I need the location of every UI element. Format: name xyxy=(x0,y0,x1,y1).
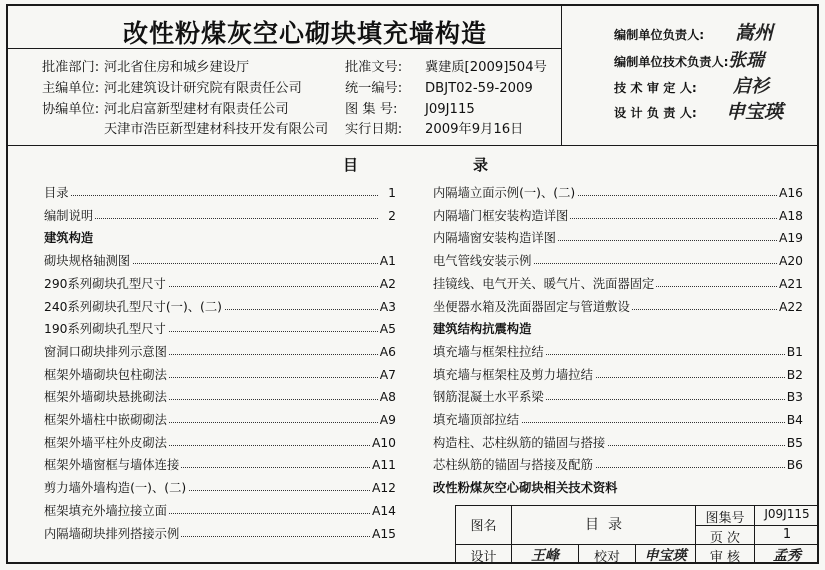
doc-number xyxy=(345,56,547,75)
toc-entry-page: A9 xyxy=(378,410,396,430)
effective-date-value: 2009年9月16日 xyxy=(425,122,524,137)
review-label: 审 核 xyxy=(709,550,741,565)
toc-entry[interactable] xyxy=(44,319,396,339)
toc-entry-page: A2 xyxy=(378,274,396,294)
toc-entry-title: 窗洞口砌块排列示意图 xyxy=(44,342,169,362)
effective-date xyxy=(345,118,523,137)
figure-name-label: 图名 xyxy=(470,519,497,534)
toc-entry[interactable] xyxy=(44,274,396,294)
toc-entry[interactable] xyxy=(44,410,396,430)
unit-head-signature: 嵩州 xyxy=(735,22,774,44)
toc-entry-page: A5 xyxy=(378,319,396,339)
toc-entry-page: A10 xyxy=(370,433,396,453)
toc-leader-dots xyxy=(44,195,378,196)
check-label: 校对 xyxy=(593,550,620,565)
co-unit-value-1: 河北启富新型建材有限责任公司 xyxy=(104,102,289,117)
toc-entry-title: 剪力墙外墙构造(一)、(二) xyxy=(44,478,188,498)
toc-entry[interactable] xyxy=(433,433,803,453)
toc-entry-title: 240系列砌块孔型尺寸(一)、(二) xyxy=(44,297,224,317)
toc-entry[interactable] xyxy=(433,342,803,362)
toc-entry-title: 坐便器水箱及洗面器固定与管道敷设 xyxy=(433,297,632,317)
toc-entry-page: A15 xyxy=(370,524,396,544)
toc-entry-title: 内隔墙砌块排列搭接示例 xyxy=(44,524,181,544)
effective-date-label: 实行日期: xyxy=(345,122,403,137)
toc-heading-left: 目 xyxy=(343,156,359,174)
toc-entry-page: B3 xyxy=(785,387,803,407)
toc-entry-page: A3 xyxy=(378,297,396,317)
unit-head-row xyxy=(614,26,716,43)
toc-entry[interactable] xyxy=(433,455,803,475)
toc-heading-right: 录 xyxy=(473,156,489,174)
toc-entry-title: 290系列砌块孔型尺寸 xyxy=(44,274,168,294)
toc-entry[interactable] xyxy=(44,183,396,203)
toc-entry-title: 内隔墙立面示例(一)、(二) xyxy=(433,183,577,203)
doc-number-label: 批准文号: xyxy=(345,60,403,75)
toc-entry[interactable] xyxy=(44,478,396,498)
toc-entry-title: 填充墙顶部拉结 xyxy=(433,410,521,430)
unified-number-label: 统一编号: xyxy=(345,81,403,96)
toc-entry-page: A22 xyxy=(777,297,803,317)
toc-entry[interactable] xyxy=(433,365,803,385)
page-title: 改性粉煤灰空心砌块填充墙构造 xyxy=(122,19,487,48)
toc-entry-title: 芯柱纵筋的锚固与搭接及配筋 xyxy=(433,455,595,475)
approval-dept-value: 河北省住房和城乡建设厅 xyxy=(104,60,250,75)
toc-entry-title: 构造柱、芯柱纵筋的锚固与搭接 xyxy=(433,433,607,453)
toc-entry-page: 2 xyxy=(386,206,396,226)
toc-entry-page: A20 xyxy=(777,251,803,271)
designer-label: 设 计 负 责 人: xyxy=(614,106,697,120)
toc-entry[interactable] xyxy=(44,524,396,544)
toc-section-heading: 建筑结构抗震构造 xyxy=(433,322,532,336)
design-signature: 王峰 xyxy=(531,548,559,564)
toc-entry[interactable] xyxy=(44,501,396,521)
toc-entry-title: 编制说明 xyxy=(44,206,95,226)
co-unit xyxy=(42,98,289,117)
toc-entry-title: 框架外墙砌块悬挑砌法 xyxy=(44,387,169,407)
toc-entry-page: B5 xyxy=(785,433,803,453)
toc-section-heading: 改性粉煤灰空心砌块相关技术资料 xyxy=(433,481,618,495)
toc-entry-page: B4 xyxy=(785,410,803,430)
toc-entry-page: A1 xyxy=(378,251,396,271)
toc-entry-title: 钢筋混凝土水平系梁 xyxy=(433,387,546,407)
title-block-top xyxy=(455,505,819,506)
toc-entry-page: A21 xyxy=(777,274,803,294)
toc-entry[interactable] xyxy=(433,183,803,203)
toc-entry-title: 框架外墙柱中嵌砌砌法 xyxy=(44,410,169,430)
review-signature: 孟秀 xyxy=(773,548,801,564)
toc-entry-title: 内隔墙门框安装构造详图 xyxy=(433,206,570,226)
toc-entry[interactable] xyxy=(433,206,803,226)
toc-entry-page: A16 xyxy=(777,183,803,203)
unified-number xyxy=(345,77,533,96)
toc-entry-page: B6 xyxy=(785,455,803,475)
toc-entry-page: A12 xyxy=(370,478,396,498)
co-unit-label: 协编单位: xyxy=(42,102,100,117)
doc-number-value: 冀建质[2009]504号 xyxy=(425,60,547,75)
chief-unit-value: 河北建筑设计研究院有限责任公司 xyxy=(104,81,302,96)
check-signature: 申宝瑛 xyxy=(644,548,687,564)
toc-entry-title: 框架外墙砌块包柱砌法 xyxy=(44,365,169,385)
unit-head-label: 编制单位负责人: xyxy=(614,28,705,42)
page-value: 1 xyxy=(782,527,792,542)
toc-entry[interactable] xyxy=(44,206,396,226)
tech-head-label: 编制单位技术负责人: xyxy=(614,55,729,69)
toc-entry[interactable] xyxy=(44,297,396,317)
toc-entry[interactable] xyxy=(433,410,803,430)
toc-entry[interactable] xyxy=(44,455,396,475)
toc-entry-title: 电气管线安装示例 xyxy=(433,251,533,271)
approval-dept-label: 批准部门: xyxy=(42,60,100,75)
toc-entry-page: A6 xyxy=(378,342,396,362)
header-divider xyxy=(561,4,562,145)
tech-head-signature: 张瑞 xyxy=(728,50,764,71)
toc-entry-title: 目录 xyxy=(44,183,71,203)
reviewer-signature: 启衫 xyxy=(733,76,769,97)
toc-section-heading: 建筑构造 xyxy=(44,231,94,245)
toc-entry-title: 内隔墙窗安装构造详图 xyxy=(433,228,558,248)
toc-entry-title: 框架外墙窗框与墙体连接 xyxy=(44,455,181,475)
toc-entry[interactable] xyxy=(433,274,803,294)
atlas-number-value: J09J115 xyxy=(425,102,475,117)
toc-entry[interactable] xyxy=(44,342,396,362)
atlas-number-label: 图 集 号: xyxy=(345,102,398,117)
toc-entry-title: 填充墙与框架柱及剪力墙拉结 xyxy=(433,365,595,385)
chief-unit-label: 主编单位: xyxy=(42,81,100,96)
co-unit-value-2: 天津市浩臣新型建材科技开发有限公司 xyxy=(104,122,329,137)
toc-entry[interactable] xyxy=(433,387,803,407)
atlas-no-value: J09J115 xyxy=(764,507,810,521)
toc-entry[interactable] xyxy=(433,251,803,271)
toc-entry[interactable] xyxy=(433,297,803,317)
atlas-number xyxy=(345,98,475,117)
toc-entry-page: A8 xyxy=(378,387,396,407)
approval-dept xyxy=(42,56,249,75)
toc-entry-title: 填充墙与框架柱拉结 xyxy=(433,342,546,362)
toc-entry-title: 框架填充外墙拉接立面 xyxy=(44,501,169,521)
tech-head-row xyxy=(614,53,729,70)
toc-entry-title: 框架外墙平柱外皮砌法 xyxy=(44,433,169,453)
reviewer-row xyxy=(614,79,716,96)
toc-entry-page: A11 xyxy=(370,455,396,475)
toc-entry-title: 挂镜线、电气开关、暖气片、洗面器固定 xyxy=(433,274,656,294)
toc-entry-page: A14 xyxy=(370,501,396,521)
toc-entry-page: A18 xyxy=(777,206,803,226)
unified-number-value: DBJT02-59-2009 xyxy=(425,81,533,96)
reviewer-label: 技 术 审 定 人: xyxy=(614,81,697,95)
toc-entry-page: A7 xyxy=(378,365,396,385)
atlas-no-label: 图集号 xyxy=(705,511,745,526)
co-unit-second xyxy=(104,118,328,137)
toc-entry[interactable] xyxy=(44,433,396,453)
header-bottom-line xyxy=(6,145,819,146)
toc-entry-page: B1 xyxy=(785,342,803,362)
page-label: 页 次 xyxy=(709,531,741,546)
chief-unit xyxy=(42,77,302,96)
toc-entry[interactable] xyxy=(433,228,803,248)
designer-row xyxy=(614,104,716,121)
toc-entry-page: 1 xyxy=(386,183,396,203)
figure-name-value: 目 录 xyxy=(585,517,622,533)
toc-entry[interactable] xyxy=(44,251,396,271)
toc-entry[interactable] xyxy=(44,365,396,385)
designer-signature: 申宝瑛 xyxy=(726,101,784,123)
toc-entry-page: A19 xyxy=(777,228,803,248)
design-label: 设计 xyxy=(470,550,497,565)
toc-entry-title: 砌块规格轴测图 xyxy=(44,251,132,271)
toc-entry-page: B2 xyxy=(785,365,803,385)
toc-entry-title: 190系列砌块孔型尺寸 xyxy=(44,319,168,339)
toc-entry[interactable] xyxy=(44,387,396,407)
